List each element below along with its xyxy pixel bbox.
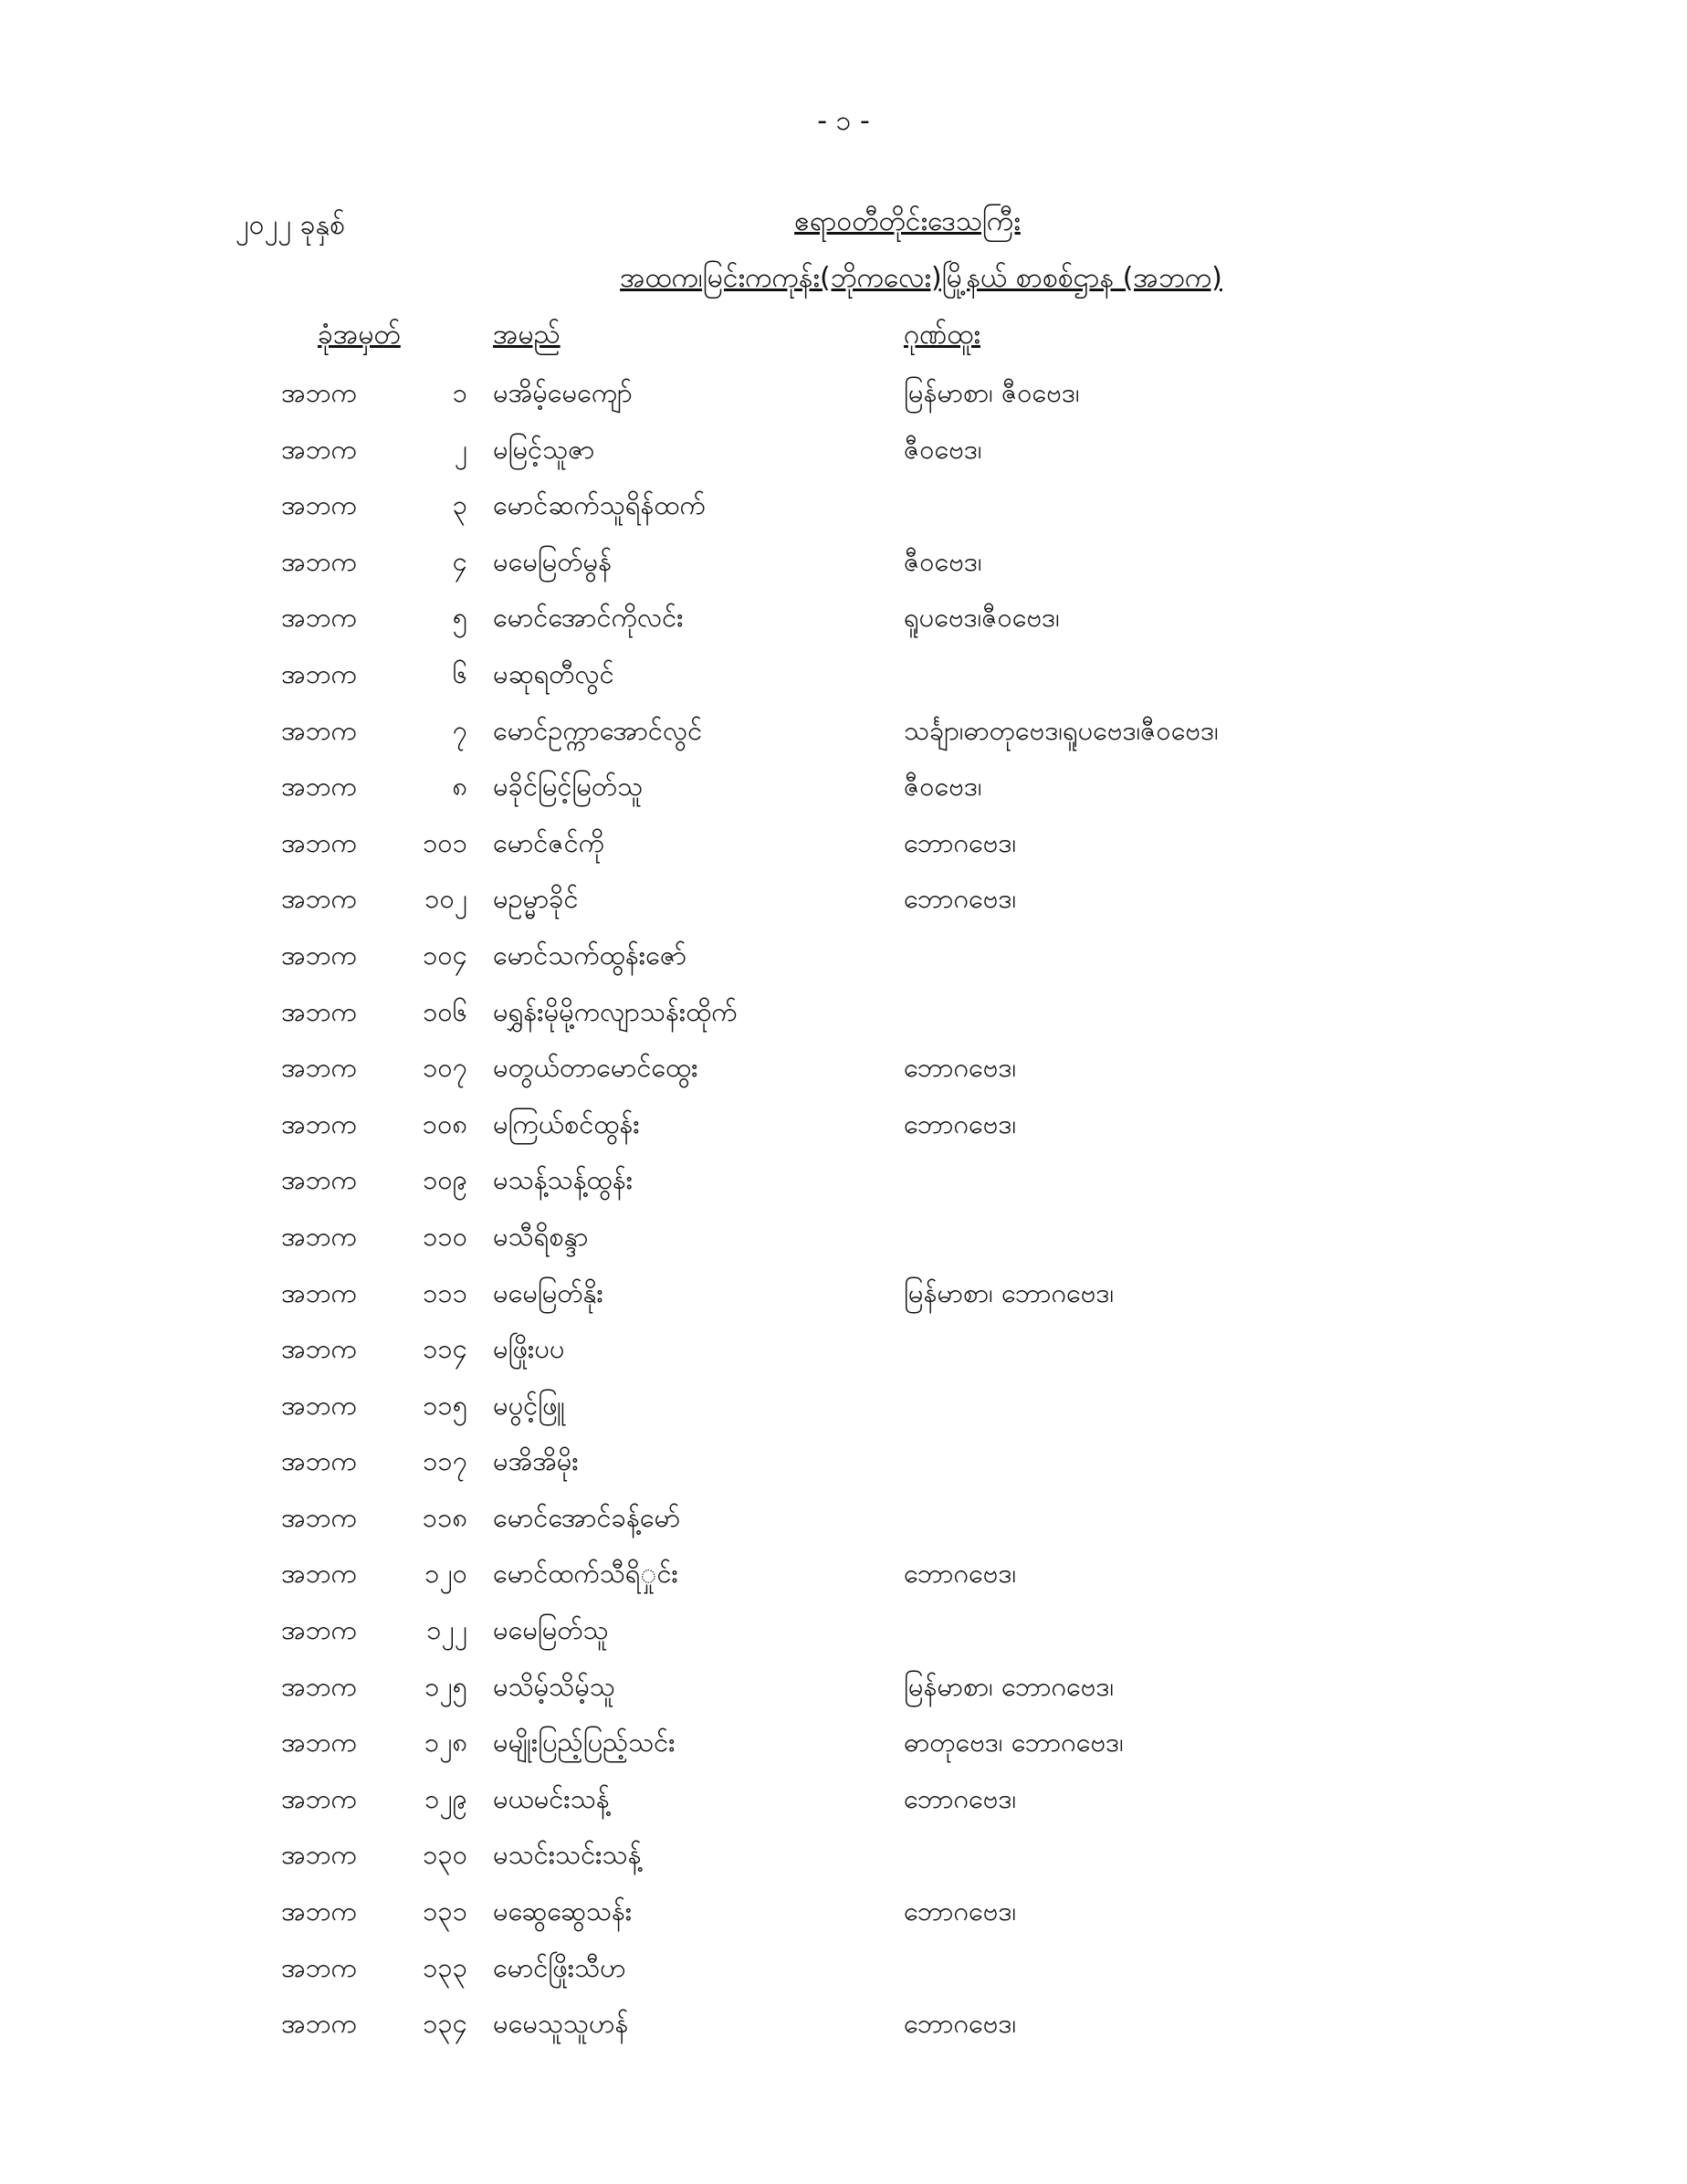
candidate-name: မောင်ထက်သီရိှုင်း [493, 1558, 678, 1590]
roll-code: အဘက [281, 995, 357, 1027]
roll-number: ၁ [452, 377, 467, 408]
candidate-name: မကြယ်စင်ထွန်း [493, 1108, 640, 1139]
roll-number: ၁၂၈ [424, 1727, 467, 1759]
table-row [0, 538, 1687, 594]
roll-code: အဘက [281, 1108, 357, 1139]
roll-code: အဘက [281, 1220, 357, 1252]
candidate-name: မောင်အောင်ကိုလင်း [493, 602, 684, 634]
candidate-name: မမေသူသူဟန် [493, 2008, 629, 2040]
distinction-subjects: ဇီဝဗေဒ၊ [904, 771, 982, 803]
table-row [0, 2000, 1687, 2056]
table-row [0, 762, 1687, 819]
table-row [0, 1944, 1687, 2000]
roll-code: အဘက [281, 489, 357, 521]
table-row [0, 1494, 1687, 1550]
table-row [0, 1718, 1687, 1775]
roll-code: အဘက [281, 602, 357, 634]
roll-number: ၁၂၂ [426, 1614, 467, 1646]
distinction-subjects: ဇီဝဗေဒ၊ [904, 433, 982, 465]
table-row [0, 1775, 1687, 1832]
roll-code: အဘက [281, 1164, 357, 1196]
roll-code: အဘက [281, 1276, 357, 1308]
table-row [0, 425, 1687, 482]
table-row [0, 1437, 1687, 1494]
table-row [0, 875, 1687, 931]
roll-number: ၁၀၇ [423, 1052, 467, 1084]
candidate-name: မသန့်သန့်ထွန်း [493, 1164, 634, 1196]
roll-code: အဘက [281, 2008, 357, 2040]
table-row [0, 481, 1687, 538]
roll-code: အဘက [281, 1558, 357, 1590]
roll-number: ၁၀၂ [424, 883, 467, 915]
roll-number: ၇ [452, 714, 467, 746]
roll-number: ၁၀၉ [423, 1164, 467, 1196]
roll-code: အဘက [281, 1782, 357, 1814]
roll-code: အဘက [281, 826, 357, 858]
candidate-name: မရွှန်းမိုမို့ကလျာသန်းထိုက် [493, 995, 738, 1027]
candidate-name: မသီရိစန္ဒာ [493, 1220, 589, 1252]
candidate-name: မဆုရတီလွင် [493, 657, 614, 689]
table-row [0, 1663, 1687, 1719]
roll-number: ၆ [452, 657, 467, 689]
roll-code: အဘက [281, 1727, 357, 1759]
candidate-name: မတွယ်တာမောင်ထွေး [493, 1052, 698, 1084]
candidate-name: မောင်ဇင်ကို [493, 826, 605, 858]
candidate-name: မဥမ္မာခိုင် [493, 883, 579, 915]
candidate-name: မောင်သက်ထွန်းဇော် [493, 939, 687, 971]
roll-code: အဘက [281, 1839, 357, 1871]
roll-number: ၂ [454, 433, 467, 465]
roll-code: အဘက [281, 1670, 357, 1702]
roll-code: အဘက [281, 433, 357, 465]
candidate-name: မမျိုးပြည့်ပြည့်သင်း [493, 1727, 676, 1759]
roll-number: ၁၀၈ [422, 1108, 467, 1139]
results-list [0, 369, 1687, 2056]
distinction-subjects: မြန်မာစာ၊ ဘောဂဗေဒ၊ [904, 1670, 1115, 1702]
distinction-subjects: ဓာတုဗေဒ၊ ဘောဂဗေဒ၊ [904, 1727, 1124, 1759]
roll-number: ၁၃၃ [423, 1951, 467, 1983]
roll-code: အဘက [281, 939, 357, 971]
table-row [0, 1381, 1687, 1438]
roll-number: ၁၂၉ [424, 1782, 467, 1814]
candidate-name: မမေမြတ်နိုး [493, 1276, 603, 1308]
distinction-subjects: ရူပဗေဒ၊ဇီဝဗေဒ၊ [904, 602, 1060, 634]
candidate-name: မအိအိမိုး [493, 1445, 579, 1477]
name-header: အမည် [493, 319, 561, 351]
candidate-name: မသိမ့်သိမ့်သူ [493, 1670, 615, 1702]
roll-code: အဘက [281, 1501, 357, 1533]
distinction-subjects: မြန်မာစာ၊ ဇီဝဗေဒ၊ [904, 377, 1080, 408]
candidate-name: မပွင့်ဖြူ [493, 1389, 565, 1421]
roll-code: အဘက [281, 1389, 357, 1421]
candidate-name: မောင်အောင်ခန့်မော် [493, 1501, 681, 1533]
roll-number: ၅ [452, 602, 467, 634]
table-row [0, 1831, 1687, 1887]
distinction-subjects: သင်္ချာ၊ဓာတုဗေဒ၊ရူပဗေဒ၊ဇီဝဗေဒ၊ [904, 714, 1219, 746]
roll-code: အဘက [281, 377, 357, 408]
table-row [0, 369, 1687, 425]
table-row [0, 1213, 1687, 1269]
roll-code: အဘက [281, 545, 357, 577]
table-row [0, 707, 1687, 763]
distinction-header: ဂုဏ်ထူး [904, 319, 980, 351]
roll-number: ၁၀၄ [423, 939, 467, 971]
roll-code: အဘက [281, 1052, 357, 1084]
candidate-name: မဆွေဆွေသန်း [493, 1895, 633, 1927]
column-headers [0, 316, 1687, 362]
table-row [0, 593, 1687, 650]
candidate-name: မမေမြတ်သူ [493, 1614, 609, 1646]
distinction-subjects: ဘောဂဗေဒ၊ [904, 883, 1017, 915]
table-row [0, 1269, 1687, 1326]
roll-code: အဘက [281, 1445, 357, 1477]
roll-number: ၁၀၆ [423, 995, 467, 1027]
roll-number: ၁၃၁ [423, 1895, 467, 1927]
candidate-name: မမြင့်သူဇာ [493, 433, 595, 465]
distinction-subjects: ဘောဂဗေဒ၊ [904, 2008, 1017, 2040]
roll-code: အဘက [281, 771, 357, 803]
roll-number: ၁၁၀ [423, 1220, 467, 1252]
table-row [0, 1549, 1687, 1606]
roll-number: ၁၁၈ [422, 1501, 467, 1533]
roll-number: ၃ [452, 489, 467, 521]
roll-code: အဘက [281, 714, 357, 746]
roll-number: ၁၂၅ [424, 1670, 467, 1702]
distinction-subjects: ဘောဂဗေဒ၊ [904, 826, 1017, 858]
candidate-name: မခိုင်မြင့်မြတ်သူ [493, 771, 644, 803]
roll-code: အဘက [281, 1614, 357, 1646]
candidate-name: မောင်ဆက်သူရိန်ထက် [493, 489, 706, 521]
table-row [0, 1887, 1687, 1944]
distinction-subjects: ဘောဂဗေဒ၊ [904, 1052, 1017, 1084]
roll-number: ၁၂၀ [424, 1558, 467, 1590]
table-row [0, 1044, 1687, 1100]
roll-number: ၁၁၄ [423, 1333, 467, 1365]
table-row [0, 650, 1687, 707]
distinction-subjects: ဘောဂဗေဒ၊ [904, 1782, 1017, 1814]
roll-number: ၁၃၄ [423, 2008, 467, 2040]
roll-code: အဘက [281, 657, 357, 689]
candidate-name: မောင်ဥက္ကာအောင်လွင် [493, 714, 703, 746]
distinction-subjects: ဘောဂဗေဒ၊ [904, 1108, 1017, 1139]
candidate-name: မမေမြတ်မွန် [493, 545, 613, 577]
candidate-name: မဖြိုးပပ [493, 1333, 565, 1365]
candidate-name: မယမင်းသန့် [493, 1782, 610, 1814]
roll-number-header: ခုံအမှတ် [318, 319, 401, 351]
table-row [0, 1156, 1687, 1213]
roll-code: အဘက [281, 1951, 357, 1983]
roll-number: ၁၀၁ [423, 826, 467, 858]
roll-number: ၄ [452, 545, 467, 577]
exam-center-title: အထက၊မြင်းကကုန်း(ဘိုကလေး)မြို့နယ် စာစစ်ဌာန (အဘက) [620, 262, 1222, 294]
table-row [0, 988, 1687, 1045]
exam-year: ၂၀၂၂ ခုနှစ် [236, 209, 345, 241]
distinction-subjects: မြန်မာစာ၊ ဘောဂဗေဒ၊ [904, 1276, 1115, 1308]
table-row [0, 1606, 1687, 1663]
roll-code: အဘက [281, 1895, 357, 1927]
candidate-name: မအိမ့်မေကျော် [493, 377, 633, 408]
table-row [0, 1100, 1687, 1157]
roll-number: ၁၁၁ [423, 1276, 467, 1308]
candidate-name: မသင်းသင်းသန့် [493, 1839, 642, 1871]
table-row [0, 1325, 1687, 1381]
distinction-subjects: ဘောဂဗေဒ၊ [904, 1558, 1017, 1590]
region-title: ဧရာဝတီတိုင်းဒေသကြီး [794, 205, 1021, 237]
distinction-subjects: ဇီဝဗေဒ၊ [904, 545, 982, 577]
roll-number: ၁၁၇ [423, 1445, 467, 1477]
roll-number: ၁၁၅ [423, 1389, 467, 1421]
table-row [0, 931, 1687, 988]
roll-code: အဘက [281, 1333, 357, 1365]
page-number: - ၁ - [817, 105, 870, 137]
roll-number: ၈ [452, 771, 467, 803]
roll-number: ၁၃၀ [423, 1839, 467, 1871]
table-row [0, 819, 1687, 876]
roll-code: အဘက [281, 883, 357, 915]
distinction-subjects: ဘောဂဗေဒ၊ [904, 1895, 1017, 1927]
candidate-name: မောင်ဖြိုးသီဟ [493, 1951, 626, 1983]
